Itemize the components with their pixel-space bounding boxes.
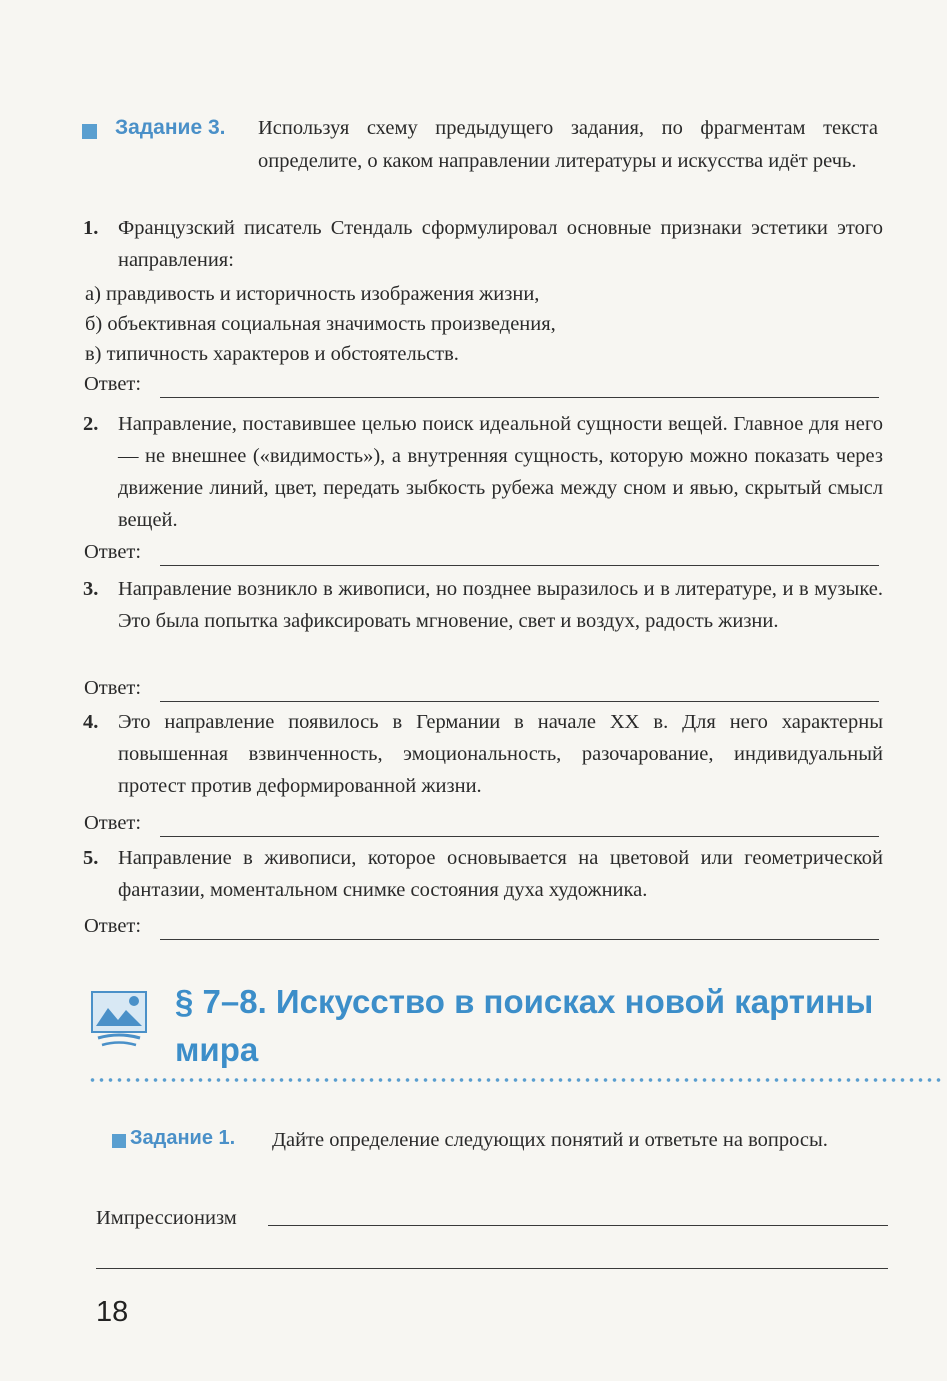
answer-label: Ответ:: [84, 541, 142, 563]
answer-line[interactable]: [160, 836, 879, 837]
dotted-divider: [88, 1077, 943, 1083]
answer-2: [84, 541, 879, 571]
task-marker-icon: [112, 1134, 126, 1148]
answer-line[interactable]: [268, 1225, 888, 1226]
answer-line[interactable]: [160, 565, 879, 566]
question-text: Это направление появилось в Германии в начале XX в. Для него характерны повышенная взвинченность, эмоциональность, разочарование, индивидуальный протест против деформированной жизни.: [118, 711, 883, 797]
answer-4: [84, 812, 879, 842]
term-label: Импрессионизм: [96, 1207, 237, 1229]
answer-5: [84, 915, 879, 945]
answer-line[interactable]: [160, 939, 879, 940]
question-number: 1.: [83, 217, 99, 239]
task-1-label: Задание 1.: [130, 1127, 236, 1149]
answer-label: Ответ:: [84, 373, 142, 395]
answer-line[interactable]: [160, 397, 879, 398]
question-text: Направление в живописи, которое основывается на цветовой или геометрической фантазии, моментальном снимке состояния духа художника.: [118, 847, 883, 901]
answer-label: Ответ:: [84, 812, 142, 834]
answer-label: Ответ:: [84, 677, 142, 699]
task-1-text: Дайте определение следующих понятий и ответьте на вопросы.: [272, 1129, 828, 1151]
answer-label: Ответ:: [84, 915, 142, 937]
task-3-label: Задание 3.: [115, 116, 226, 139]
question-text: Направление, поставившее целью поиск идеальной сущности вещей. Главное для него — не внешнее («видимость»), а внутренняя сущность, которую можно показать через движение линий, цвет, передать зыбкость рубежа между сном и явью, скрытый смысл вещей.: [118, 413, 883, 531]
question-1-sub-a: а) правдивость и историчность изображения жизни,: [85, 283, 540, 305]
question-1-sub-b: б) объективная социальная значимость произведения,: [85, 313, 556, 335]
answer-line-continuation[interactable]: [96, 1268, 888, 1269]
term-impressionism: [96, 1207, 888, 1237]
question-text: Французский писатель Стендаль сформулировал основные признаки эстетики этого направления:: [118, 217, 883, 271]
section-title: § 7–8. Искусство в поисках новой картины мира: [175, 983, 874, 1068]
task-3-text: Используя схему предыдущего задания, по фрагментам текста определите, о каком направлении литературы и искусства идёт речь.: [258, 117, 878, 172]
task-marker-icon: [82, 124, 97, 139]
question-1-sub-c: в) типичность характеров и обстоятельств.: [85, 343, 459, 365]
answer-3: [84, 677, 879, 707]
question-number: 5.: [83, 847, 99, 869]
question-number: 4.: [83, 711, 99, 733]
question-number: 3.: [83, 578, 99, 600]
answer-1: [84, 373, 879, 403]
question-number: 2.: [83, 413, 99, 435]
answer-line[interactable]: [160, 701, 879, 702]
question-text: Направление возникло в живописи, но позднее выразилось и в литературе, и в музыке. Это была попытка зафиксировать мгновение, свет и воздух, радость жизни.: [118, 578, 883, 632]
section-illustration-icon: [90, 988, 148, 1050]
page-number: 18: [96, 1296, 129, 1328]
